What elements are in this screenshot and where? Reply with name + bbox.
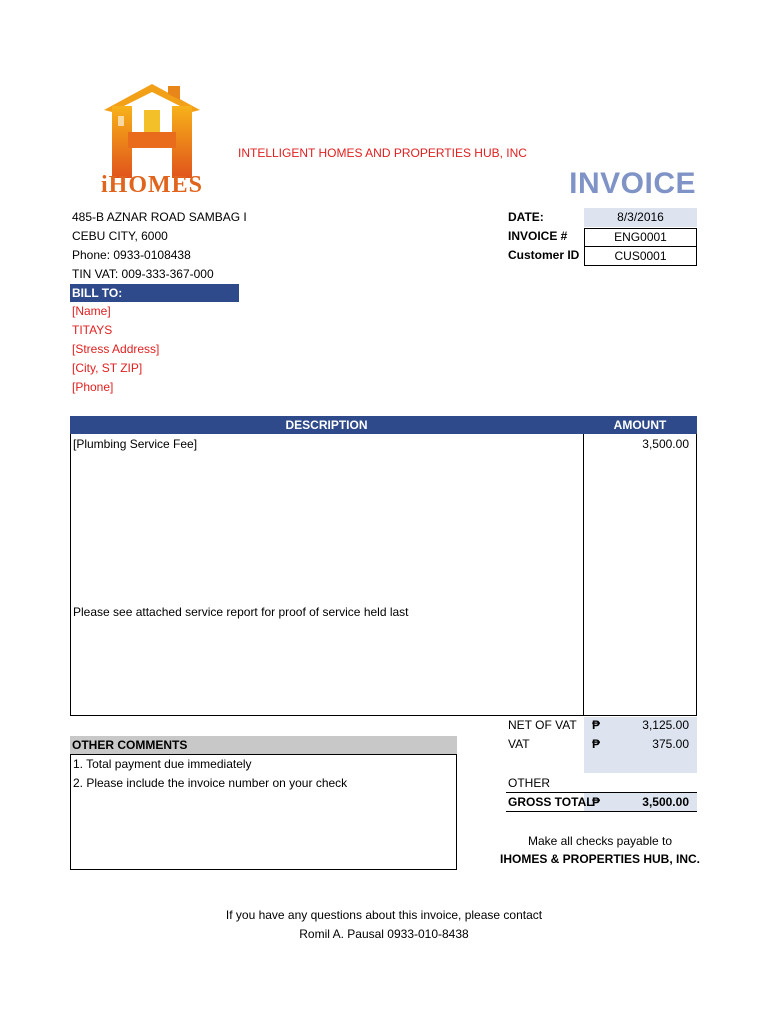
vat-value: 375.00 <box>652 737 689 751</box>
item-amount: 3,500.00 <box>642 437 689 451</box>
bill-to-city: [City, ST ZIP] <box>72 361 143 375</box>
comment-line-2: 2. Please include the invoice number on your check <box>73 776 348 790</box>
bill-to-company: TITAYS <box>72 323 113 337</box>
customer-id-value: CUS0001 <box>584 246 697 266</box>
vat-label: VAT <box>508 737 530 751</box>
gross-currency-icon: ₱ <box>592 795 601 809</box>
other-comments-header: OTHER COMMENTS <box>70 736 457 754</box>
bill-to-name: [Name] <box>72 304 111 318</box>
company-address-1: 485-B AZNAR ROAD SAMBAG I <box>72 210 247 224</box>
bill-to-phone: [Phone] <box>72 380 114 394</box>
footer-contact-note: If you have any questions about this invoice, please contact <box>225 908 543 922</box>
company-phone: Phone: 0933-0108438 <box>72 248 191 262</box>
amount-header: AMOUNT <box>583 416 697 434</box>
invoice-title: INVOICE <box>569 167 696 200</box>
company-address-2: CEBU CITY, 6000 <box>72 229 168 243</box>
payable-note: Make all checks payable to <box>527 834 673 848</box>
vat-currency-icon: ₱ <box>592 737 601 751</box>
items-table-body <box>70 434 697 716</box>
gross-total-label: GROSS TOTAL <box>508 795 594 809</box>
net-of-vat-label: NET OF VAT <box>508 718 577 732</box>
logo-text: iHOMES <box>100 172 203 198</box>
bill-to-header: BILL TO: <box>70 284 239 302</box>
other-comments-box <box>70 754 457 870</box>
company-tin: TIN VAT: 009-333-367-000 <box>72 267 214 281</box>
comment-line-1: 1. Total payment due immediately <box>73 757 252 771</box>
net-of-vat-value: 3,125.00 <box>642 718 689 732</box>
gross-total-underline <box>506 811 697 812</box>
item-description: [Plumbing Service Fee] <box>73 437 198 451</box>
other-label: OTHER <box>508 776 550 790</box>
company-logo <box>92 76 212 204</box>
description-header: DESCRIPTION <box>70 416 583 434</box>
item-note: Please see attached service report for proof of service held last <box>73 605 409 619</box>
net-currency-icon: ₱ <box>592 718 601 732</box>
customer-id-label: Customer ID <box>508 248 580 262</box>
footer-contact-person: Romil A. Pausal 0933-010-8438 <box>299 927 469 941</box>
date-label: DATE: <box>508 210 544 224</box>
items-column-divider <box>583 434 584 716</box>
company-name: INTELLIGENT HOMES AND PROPERTIES HUB, INC <box>238 146 527 160</box>
invoice-number-label: INVOICE # <box>508 229 568 243</box>
invoice-number-value: ENG0001 <box>584 228 697 247</box>
bill-to-address: [Stress Address] <box>72 342 160 356</box>
payable-company: IHOMES & PROPERTIES HUB, INC. <box>499 852 701 866</box>
date-value: 8/3/2016 <box>584 208 697 227</box>
gross-total-value: 3,500.00 <box>642 795 689 809</box>
